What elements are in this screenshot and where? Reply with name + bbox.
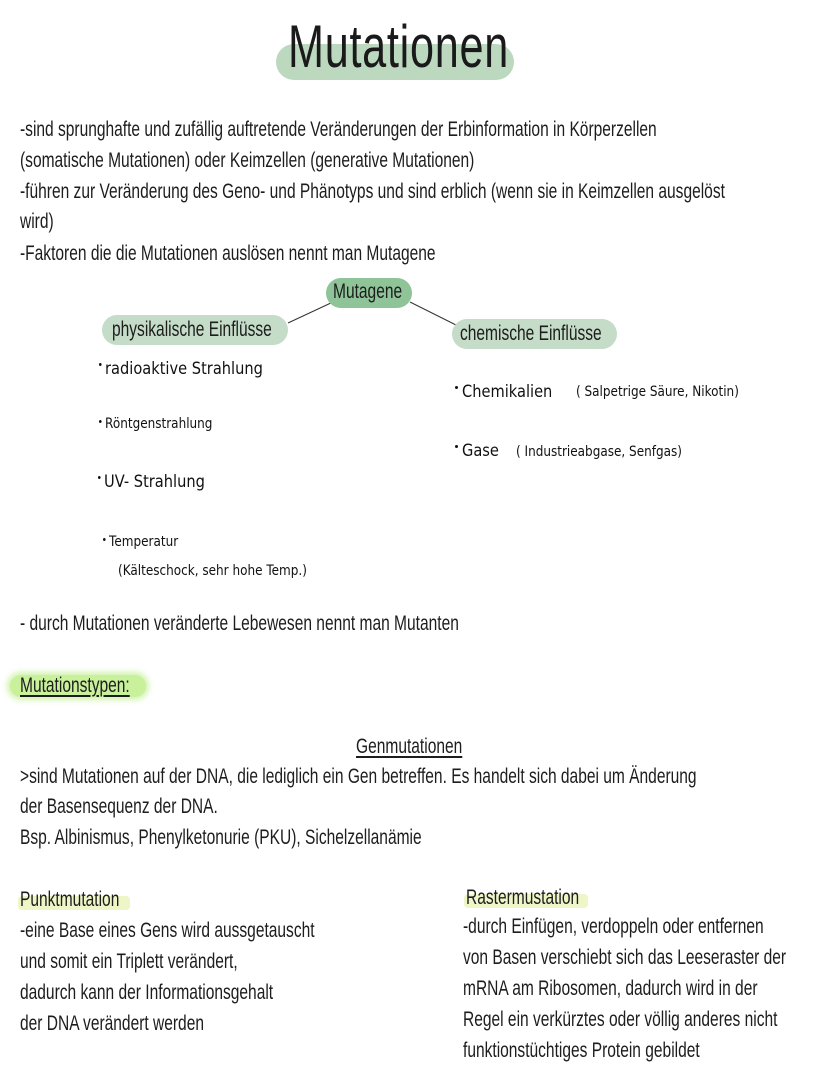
chemical-item-note: ( Industrieabgase, Senfgas): [516, 444, 682, 460]
intro-line: -Faktoren die die Mutationen auslösen nennt man Mutagene: [20, 242, 436, 265]
frameshift-line: von Basen verschiebt sich das Leeseraster der: [463, 946, 787, 969]
mutants-line: - durch Mutationen veränderte Lebewesen nennt man Mutanten: [20, 612, 459, 635]
intro-line: -sind sprunghafte und zufällig auftretende Veränderungen der Erbinformation in Körperzellen: [20, 118, 657, 141]
physical-item: Temperatur: [103, 534, 178, 550]
gene-mutations-line: >sind Mutationen auf der DNA, die lediglich ein Gen betreffen. Es handelt sich dabei um Änderung: [20, 765, 697, 788]
connector-chemical: [410, 302, 458, 326]
frameshift-line: mRNA am Ribosomen, dadurch wird in der: [463, 977, 758, 1000]
connector-physical: [288, 302, 333, 323]
bullet-icon: [99, 420, 102, 423]
physical-item: UV- Strahlung: [98, 472, 205, 492]
physical-label: physikalische Einflüsse: [112, 318, 272, 341]
physical-item: Röntgenstrahlung: [99, 416, 212, 432]
frameshift-line: -durch Einfügen, verdoppeln oder entfernen: [463, 915, 764, 938]
intro-line: wird): [20, 210, 54, 233]
gene-mutations-line: Bsp. Albinismus, Phenylketonurie (PKU), Sichelzellanämie: [20, 826, 422, 849]
frameshift-line: funktionstüchtiges Protein gebildet: [463, 1039, 700, 1062]
physical-item: radioaktive Strahlung: [99, 359, 263, 379]
gene-mutations-heading: Genmutationen: [356, 735, 463, 758]
chemical-label: chemische Einflüsse: [460, 322, 602, 345]
frameshift-heading: Rastermustation: [466, 886, 580, 909]
temperature-note: (Kälteschock, sehr hohe Temp.): [118, 563, 307, 579]
bullet-icon: [99, 363, 102, 366]
point-mutation-line: -eine Base eines Gens wird aussgetauscht: [20, 919, 315, 942]
types-heading: Mutationstypen:: [20, 674, 130, 697]
intro-line: (somatische Mutationen) oder Keimzellen (generative Mutationen): [20, 149, 475, 172]
chemical-item-note: ( Salpetrige Säure, Nikotin): [576, 384, 739, 400]
bullet-icon: [103, 538, 106, 541]
point-mutation-line: und somit ein Triplett verändert,: [20, 950, 238, 973]
page-title: Mutationen: [288, 13, 509, 80]
bullet-icon: [455, 386, 458, 389]
point-mutation-heading: Punktmutation: [20, 888, 120, 911]
bullet-icon: [98, 476, 101, 479]
point-mutation-line: dadurch kann der Informationsgehalt: [20, 981, 274, 1004]
intro-line: -führen zur Veränderung des Geno- und Phänotyps und sind erblich (wenn sie in Keimzellen ausgelöst: [20, 180, 725, 203]
point-mutation-line: der DNA verändert werden: [20, 1012, 204, 1035]
frameshift-line: Regel ein verkürztes oder völlig anderes nicht: [463, 1008, 778, 1031]
bullet-icon: [455, 445, 458, 448]
gene-mutations-line: der Basensequenz der DNA.: [20, 795, 218, 818]
chemical-item: Chemikalien: [455, 382, 567, 402]
mutagene-root-label: Mutagene: [333, 280, 403, 303]
chemical-item: Gase: [455, 441, 505, 461]
